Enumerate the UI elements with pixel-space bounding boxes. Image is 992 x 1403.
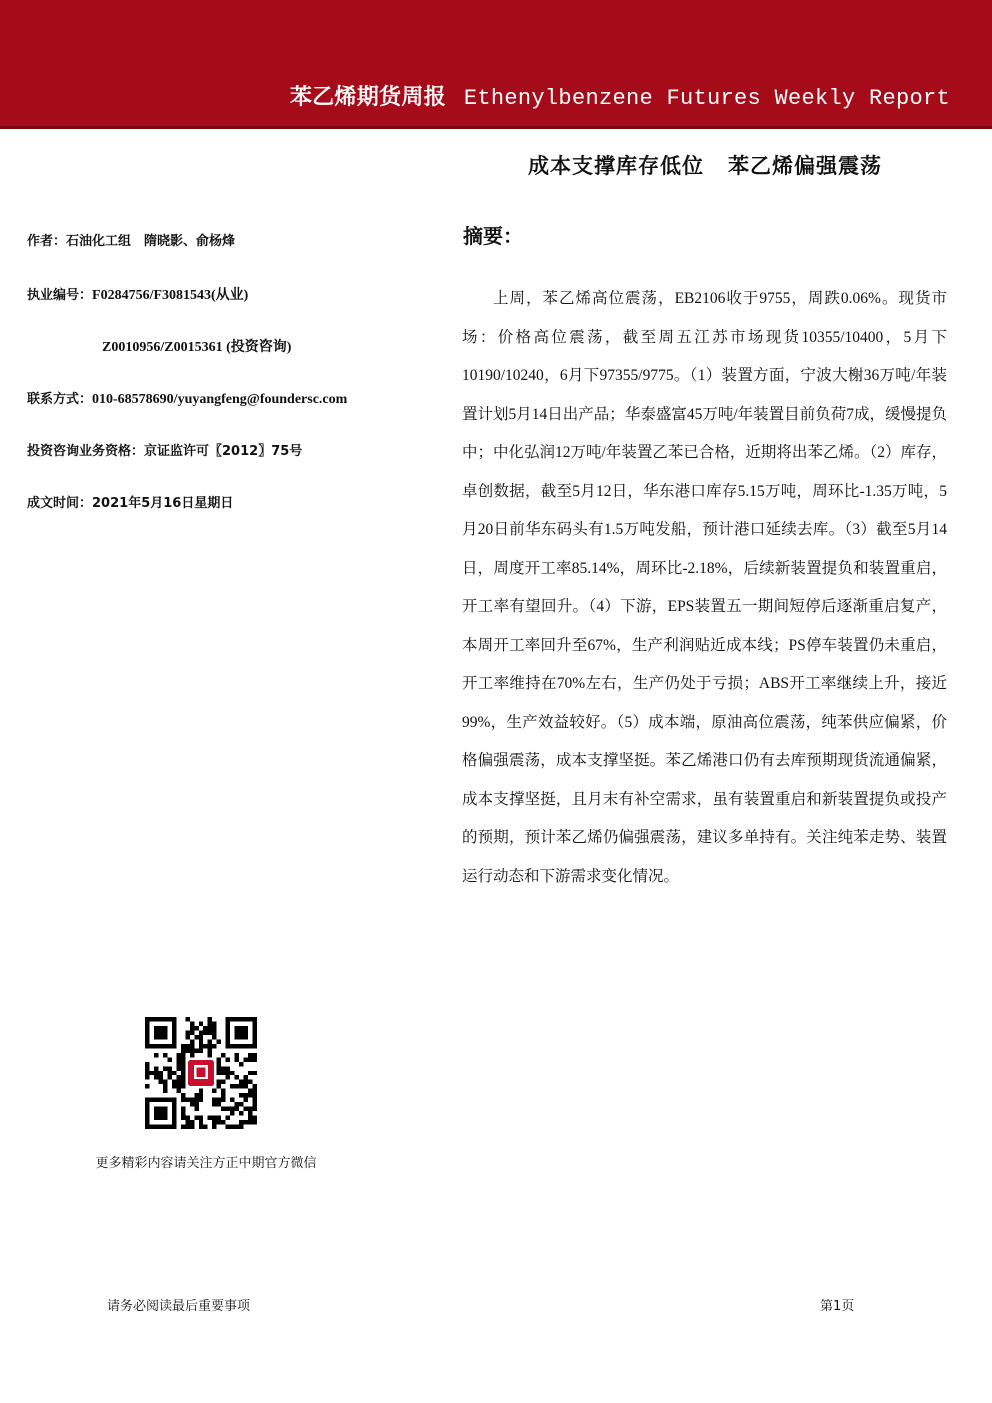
qr-logo-mark (188, 1060, 214, 1086)
summary-body (462, 280, 947, 896)
footer-notice: 请务必阅读最后重要事项 (107, 1299, 251, 1314)
headline (470, 150, 940, 180)
report-title (290, 80, 950, 111)
qualification-label: 投资咨询业务资格： (27, 444, 145, 459)
contact-value: 010-68578690/yuyangfeng@foundersc.com (92, 392, 348, 407)
author-value: 石油化工组 隋晓影、俞杨烽 (66, 234, 236, 249)
date-value: 2021年5月16日星期日 (92, 496, 234, 511)
qr-code (145, 1017, 257, 1129)
license-row (27, 284, 248, 304)
license-label: 执业编号： (27, 288, 93, 303)
license-value-2: Z0010956/Z0015361 (投资咨询) (102, 340, 292, 355)
qualification-value: 京证监许可〖2012〗75号 (144, 444, 303, 459)
license-row-2 (102, 336, 291, 356)
report-title-en: Ethenylbenzene Futures Weekly Report (463, 86, 950, 111)
report-title-cn: 苯乙烯期货周报 (289, 85, 446, 110)
author-row (27, 230, 235, 249)
headline-part2: 苯乙烯偏强震荡 (728, 154, 882, 178)
qr-logo (185, 1057, 216, 1088)
page-number: 第1页 (820, 1299, 855, 1314)
qr-caption: 更多精彩内容请关注方正中期官方微信 (95, 1156, 317, 1171)
summary-paragraph: 上周，苯乙烯高位震荡，EB2106收于9755，周跌0.06%。现货市场：价格高位震荡，截至周五江苏市场现货10355/10400，5月下10190/10240，6月下97355/9775。（1）装置方面，宁波大榭36万吨/年装置计划5月14日出产品；华泰盛富45万吨/年装置目前负荷7成，缓慢提负中；中化弘润12万吨/年装置乙苯已合格，近期将出苯乙烯。（2）库存，卓创数据，截至5月12日，华东港口库存5.15万吨，周环比-1.35万吨，5月20日前华东码头有1.5万吨发船，预计港口延续去库。（3）截至5月14日，周度开工率85.14%，周环比-2.18%，后续新装置提负和装置重启，开工率有望回升。（4）下游，EPS装置五一期间短停后逐渐重启复产，本周开工率回升至67%，生产利润贴近成本线；PS停车装置仍未重启，开工率维持在70%左右，生产仍处于亏损；ABS开工率继续上升，接近99%，生产效益较好。（5）成本端，原油高位震荡，纯苯供应偏紧，价格偏强震荡，成本支撑坚挺。苯乙烯港口仍有去库预期现货流通偏紧，成本支撑坚挺，且月末有补空需求，虽有装置重启和新装置提负或投产的预期，预计苯乙烯仍偏强震荡，建议多单持有。关注纯苯走势、装置运行动态和下游需求变化情况。 (462, 290, 947, 885)
contact-label: 联系方式： (27, 392, 93, 407)
contact-row (27, 388, 347, 408)
headline-part1: 成本支撑库存低位 (528, 154, 704, 178)
date-label: 成文时间： (27, 496, 93, 511)
header-divider (0, 126, 992, 129)
summary-heading: 摘要： (463, 224, 523, 248)
qualification-row (27, 440, 302, 459)
author-label: 作者： (27, 234, 67, 249)
license-value-1: F0284756/F3081543(从业) (92, 288, 249, 303)
date-row (27, 492, 233, 511)
